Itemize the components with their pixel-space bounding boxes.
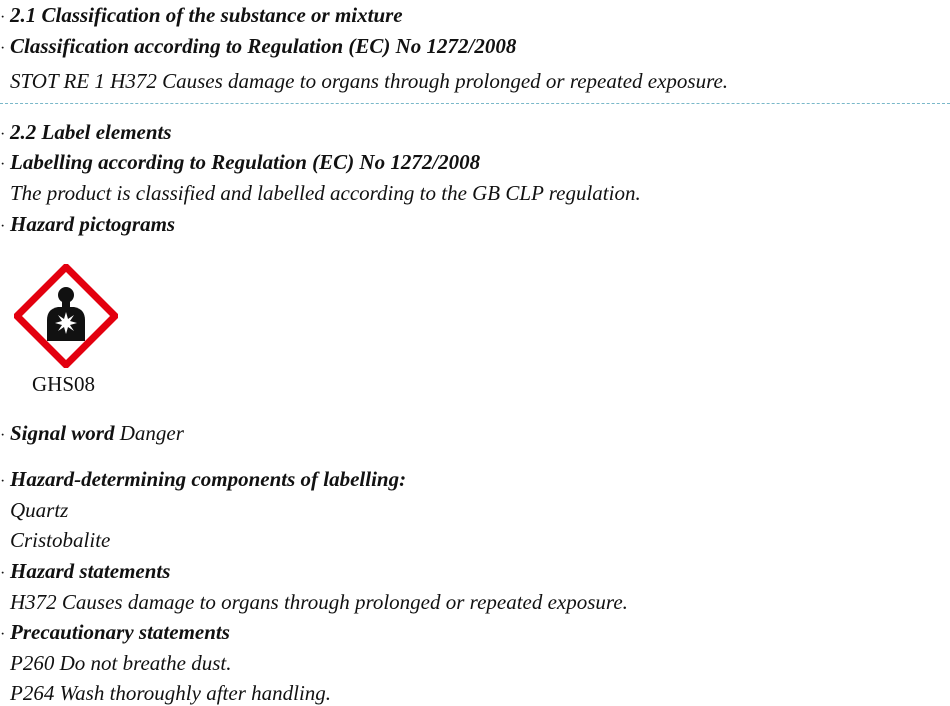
hazard-pictograms-title: Hazard pictograms xyxy=(10,212,176,236)
bullet-dot: · xyxy=(0,218,6,235)
hazard-pictograms-heading xyxy=(0,211,175,240)
bullet-dot: · xyxy=(0,126,6,143)
list-item xyxy=(0,680,331,706)
signal-word-label: Signal word xyxy=(10,421,115,445)
section-2-1-heading xyxy=(0,2,403,31)
labelling-regulation-heading xyxy=(0,149,480,178)
precautionary-statements-heading xyxy=(0,619,230,648)
components-title: Hazard-determining components of labelling: xyxy=(10,467,407,491)
signal-word-value: Danger xyxy=(119,421,184,445)
precautionary-statement-p264: P264 Wash thoroughly after handling. xyxy=(10,681,332,705)
classification-regulation-title: Classification according to Regulation (EC) No 1272/2008 xyxy=(10,34,517,58)
classification-regulation-heading xyxy=(0,33,516,62)
list-item xyxy=(0,650,231,676)
precautionary-statement-p260: P260 Do not breathe dust. xyxy=(10,651,232,675)
list-item xyxy=(0,497,68,523)
section-2-2-heading xyxy=(0,119,172,148)
pictogram-code: GHS08 xyxy=(32,372,96,396)
precautionary-statements-title: Precautionary statements xyxy=(10,620,230,644)
bullet-dot: · xyxy=(0,40,6,57)
list-item xyxy=(0,527,110,553)
bullet-dot: · xyxy=(0,473,6,490)
section-2-1-title: 2.1 Classification of the substance or mixture xyxy=(10,3,403,27)
bullet-dot: · xyxy=(0,9,6,26)
bullet-dot: · xyxy=(0,156,6,173)
signal-word-line xyxy=(0,420,184,449)
classification-text-line xyxy=(0,68,728,94)
list-item xyxy=(0,589,628,615)
components-heading xyxy=(0,466,406,495)
labelling-text: The product is classified and labelled according to the GB CLP regulation. xyxy=(10,181,641,205)
labelling-regulation-title: Labelling according to Regulation (EC) No 1272/2008 xyxy=(10,150,481,174)
component-cristobalite: Cristobalite xyxy=(10,528,111,552)
section-separator xyxy=(0,103,950,104)
bullet-dot: · xyxy=(0,427,6,444)
bullet-dot: · xyxy=(0,626,6,643)
hazard-statements-title: Hazard statements xyxy=(10,559,171,583)
section-2-2-title: 2.2 Label elements xyxy=(10,120,172,144)
labelling-text-line xyxy=(0,180,641,206)
health-hazard-ghs08-icon xyxy=(14,264,118,368)
classification-text: STOT RE 1 H372 Causes damage to organs through prolonged or repeated exposure. xyxy=(10,69,729,93)
bullet-dot: · xyxy=(0,565,6,582)
hazard-statements-heading xyxy=(0,558,170,587)
component-quartz: Quartz xyxy=(10,498,69,522)
hazard-statement-h372: H372 Causes damage to organs through prolonged or repeated exposure. xyxy=(10,590,628,614)
